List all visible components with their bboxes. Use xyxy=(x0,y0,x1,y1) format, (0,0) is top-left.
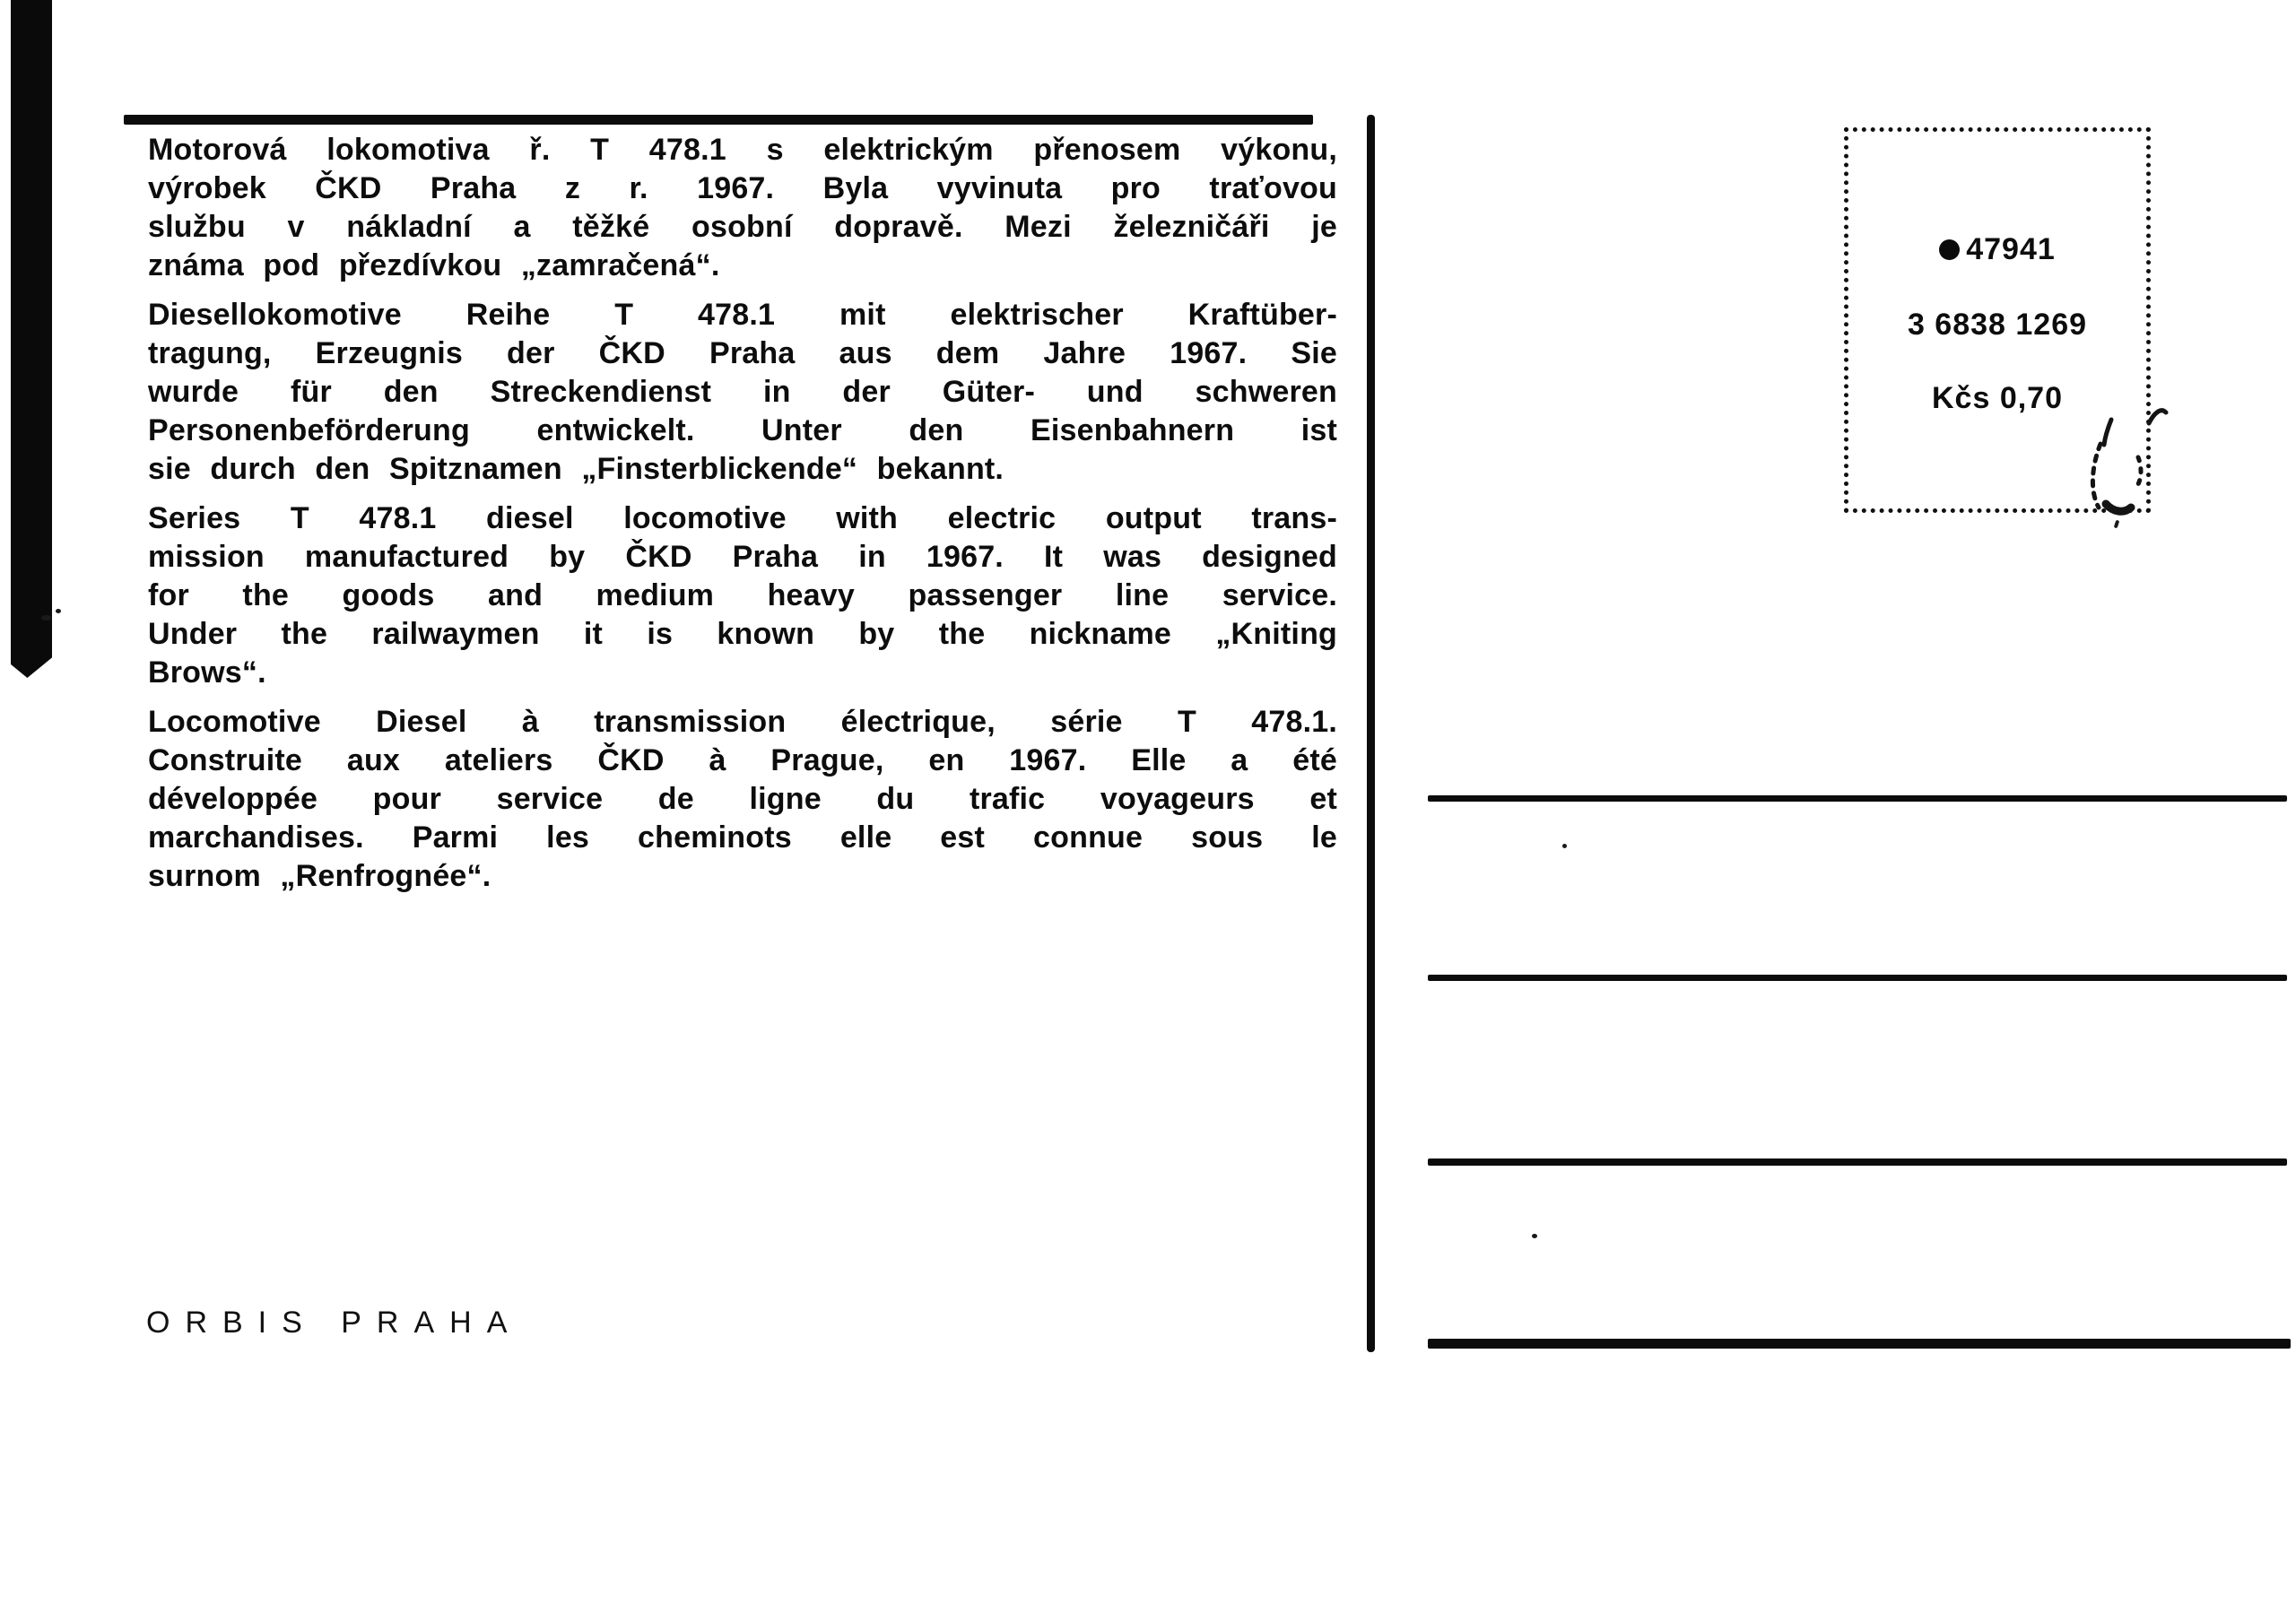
stamp-dot-icon xyxy=(1939,239,1960,260)
paragraph-line: známa pod přezdívkou „zamračená“. xyxy=(148,248,720,282)
paragraph-line: Construite aux ateliers ČKD à Prague, en 1967. Elle a été xyxy=(148,743,1337,777)
stamp-price: Kčs 0,70 xyxy=(1932,381,2063,415)
stamp-print-number xyxy=(1848,232,2146,267)
paragraph-line: Personenbeförderung entwickelt. Unter den Eisenbahnern ist xyxy=(148,413,1337,447)
paragraph-line: výrobek ČKD Praha z r. 1967. Byla vyvinuta pro traťovou xyxy=(148,171,1337,205)
description-paragraph-english xyxy=(148,499,1337,692)
pen-scribble xyxy=(2079,395,2178,547)
paragraph-line: Motorová lokomotiva ř. T 478.1 s elektrickým přenosem výkonu, xyxy=(148,133,1337,167)
paragraph-line: wurde für den Streckendienst in der Güter- und schweren xyxy=(148,375,1337,409)
stamp-catalog-number: 3 6838 1269 xyxy=(1907,308,2088,342)
publisher-imprint: ORBIS PRAHA xyxy=(146,1306,523,1340)
address-line-3 xyxy=(1428,1158,2287,1166)
ink-speck xyxy=(41,615,51,620)
paragraph-line: Brows“. xyxy=(148,655,266,690)
address-line-4 xyxy=(1428,1339,2291,1349)
paragraph-line: surnom „Renfrognée“. xyxy=(148,859,491,893)
ink-speck xyxy=(1532,1234,1537,1238)
paragraph-line: mission manufactured by ČKD Praha in 1967. It was designed xyxy=(148,540,1337,574)
paragraph-line: službu v nákladní a těžké osobní dopravě. Mezi železničáři je xyxy=(148,210,1337,244)
paragraph-line: marchandises. Parmi les cheminots elle est connue sous le xyxy=(148,820,1337,855)
paragraph-line: Diesellokomotive Reihe T 478.1 mit elektrischer Kraftüber- xyxy=(148,298,1337,332)
ink-speck xyxy=(1562,844,1567,848)
paragraph-line: Series T 478.1 diesel locomotive with electric output trans- xyxy=(148,501,1337,535)
paragraph-line: développée pour service de ligne du trafic voyageurs et xyxy=(148,782,1337,816)
paragraph-line: for the goods and medium heavy passenger line service. xyxy=(148,578,1337,612)
top-rule xyxy=(124,115,1313,125)
scan-edge-bar xyxy=(11,0,52,678)
description-paragraph-czech xyxy=(148,131,1337,285)
description-paragraph-french xyxy=(148,703,1337,896)
center-divider xyxy=(1367,115,1375,1352)
stamp-print-number-text: 47941 xyxy=(1966,232,2056,266)
description-text-column xyxy=(148,131,1337,907)
description-paragraph-german xyxy=(148,296,1337,489)
paragraph-line: tragung, Erzeugnis der ČKD Praha aus dem Jahre 1967. Sie xyxy=(148,336,1337,370)
paragraph-line: sie durch den Spitznamen „Finsterblickende“ bekannt. xyxy=(148,452,1004,486)
address-line-2 xyxy=(1428,975,2287,981)
paragraph-line: Locomotive Diesel à transmission électrique, série T 478.1. xyxy=(148,705,1337,739)
address-line-1 xyxy=(1428,795,2287,802)
paragraph-line: Under the railwaymen it is known by the nickname „Kniting xyxy=(148,617,1337,651)
ink-speck xyxy=(56,609,61,613)
